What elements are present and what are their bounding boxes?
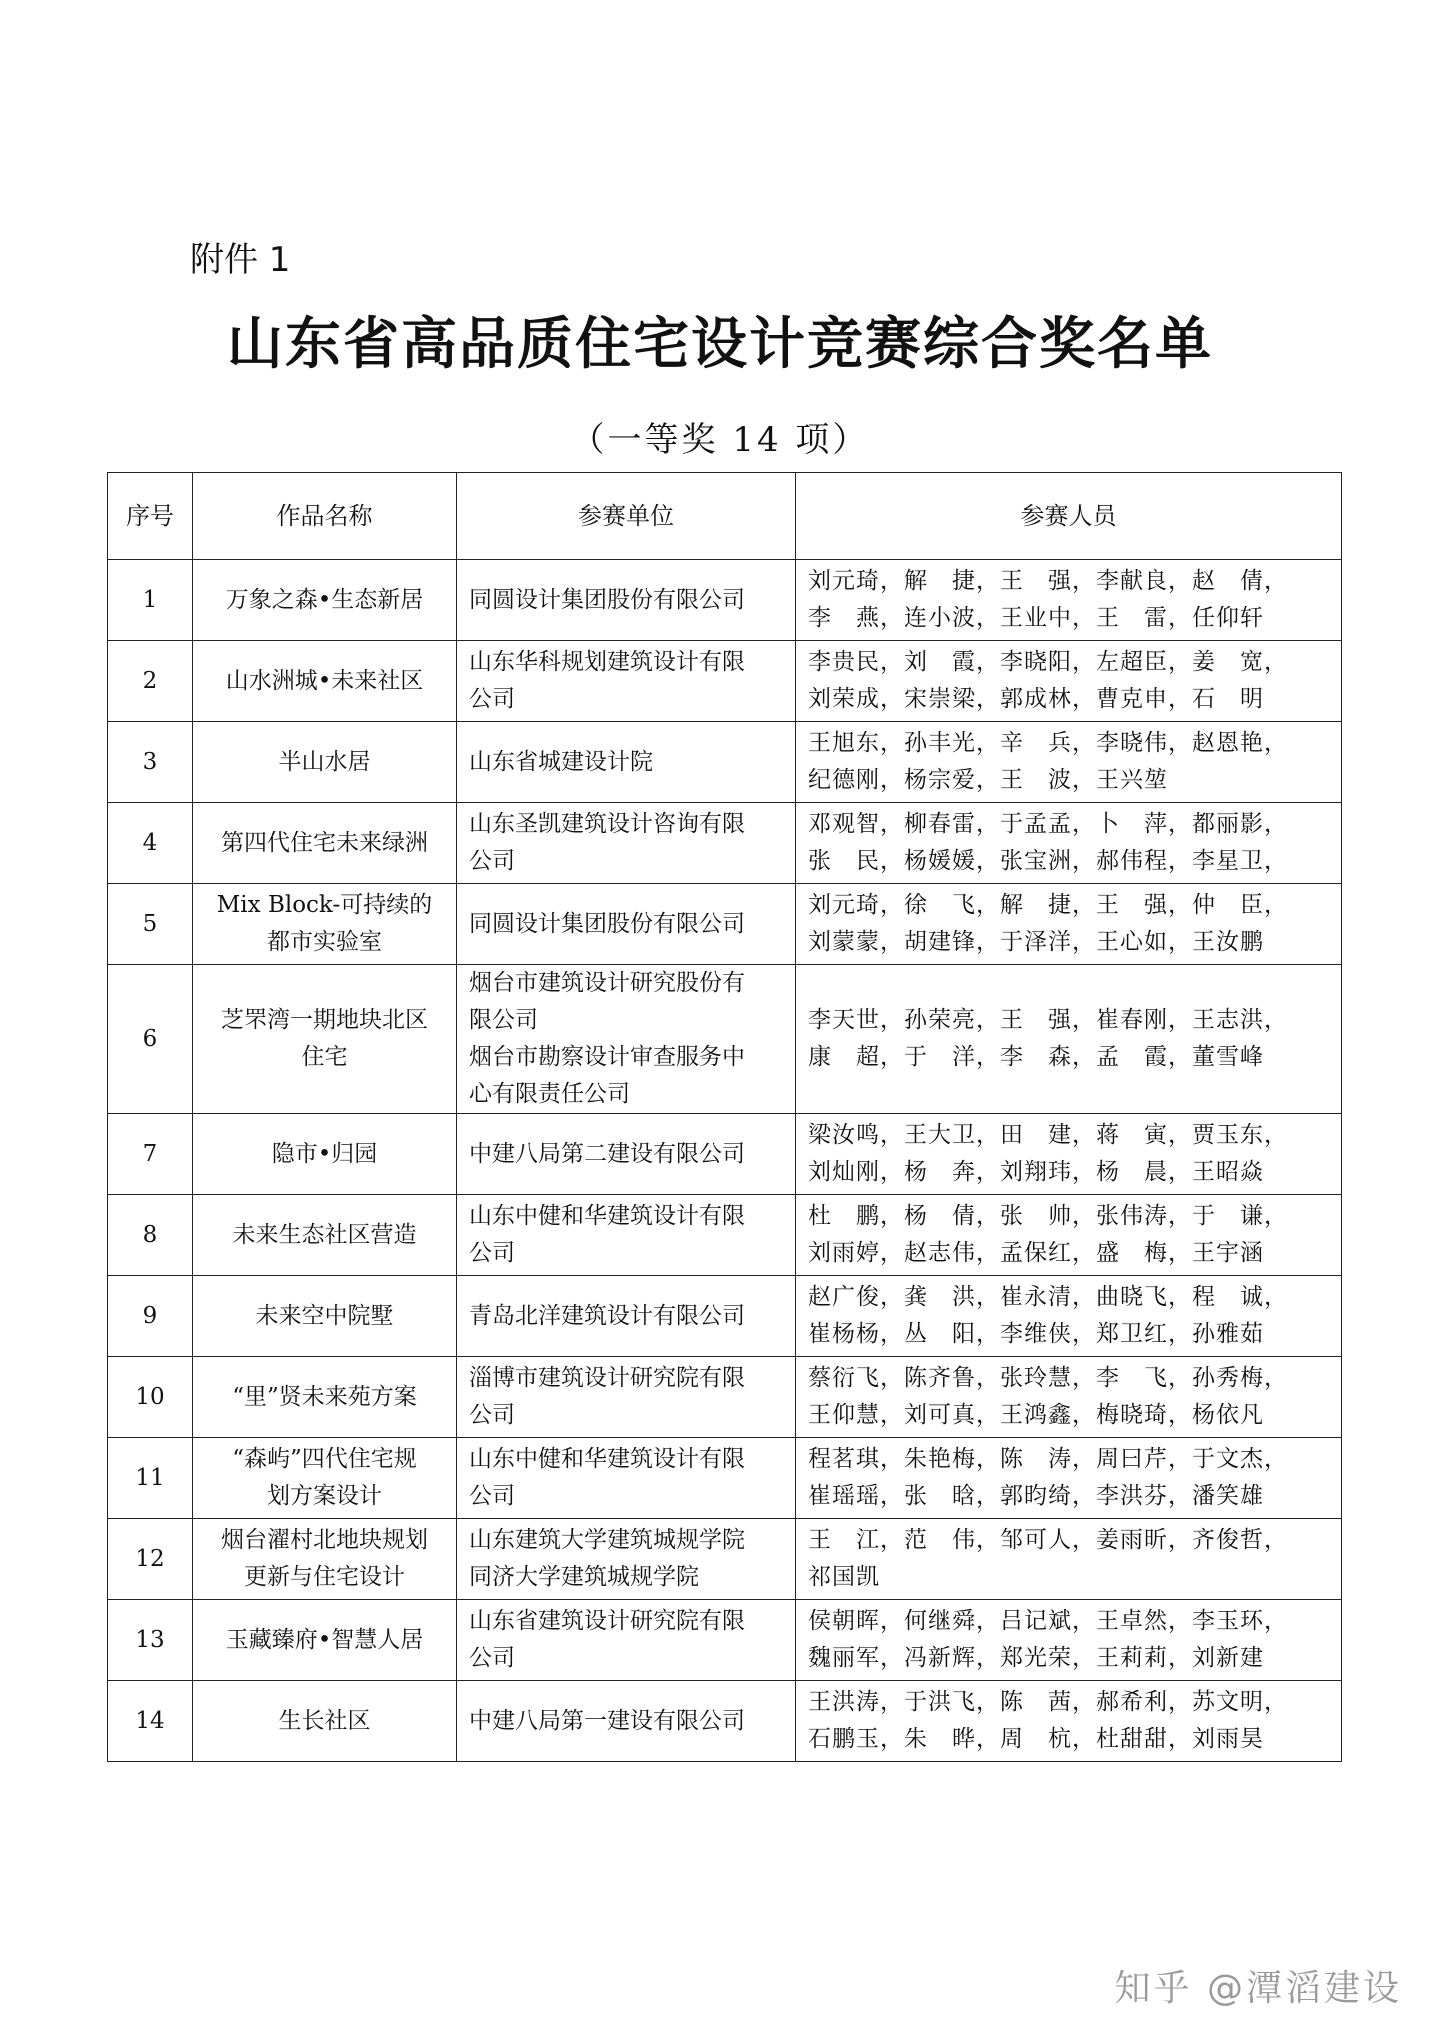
cell-unit-line: 同圆设计集团股份有限公司 xyxy=(469,586,745,613)
cell-people xyxy=(796,1519,1342,1600)
cell-people-line: 王仰慧，刘可真，王鸿鑫，梅晓琦，杨依凡 xyxy=(808,1402,1264,1428)
cell-unit-line: 烟台市建筑设计研究股份有 xyxy=(469,970,745,996)
document-subtitle: （一等奖 14 项） xyxy=(570,420,870,460)
cell-unit-line: 中建八局第一建设有限公司 xyxy=(469,1707,745,1734)
cell-unit-line: 中建八局第二建设有限公司 xyxy=(469,1140,745,1167)
cell-people-line: 石鹏玉，朱 晔，周 杭，杜甜甜，刘雨昊 xyxy=(808,1726,1264,1752)
cell-work-name xyxy=(193,1357,457,1438)
cell-people-line: 杜 鹏，杨 倩，张 帅，张伟涛，于 谦， xyxy=(808,1203,1288,1229)
cell-unit xyxy=(457,722,796,803)
cell-work-name xyxy=(193,884,457,965)
cell-people xyxy=(796,1195,1342,1276)
cell-people-line: 崔瑶瑶，张 晗，郭昀绮，李洪芬，潘笑雄 xyxy=(808,1483,1264,1509)
cell-work-name xyxy=(193,560,457,641)
cell-unit xyxy=(457,1357,796,1438)
column-header-people: 参赛人员 xyxy=(796,473,1342,560)
cell-number: 10 xyxy=(108,1357,193,1438)
cell-unit-line: 山东中健和华建筑设计有限 xyxy=(469,1203,745,1229)
cell-work-name-line: 第四代住宅未来绿洲 xyxy=(221,829,428,856)
cell-work-name-line: 半山水居 xyxy=(278,748,371,775)
cell-unit xyxy=(457,1519,796,1600)
cell-unit-line: 山东华科规划建筑设计有限 xyxy=(469,649,745,675)
cell-work-name-line: 生长社区 xyxy=(278,1707,371,1734)
cell-work-name xyxy=(193,1114,457,1195)
cell-people xyxy=(796,1357,1342,1438)
cell-unit-line: 公司 xyxy=(469,1402,515,1428)
cell-number: 3 xyxy=(108,722,193,803)
cell-work-name-line: “森屿”四代住宅规 xyxy=(232,1446,417,1472)
cell-number: 2 xyxy=(108,641,193,722)
table-row xyxy=(108,722,1342,803)
cell-people-line: 刘蒙蒙，胡建锋，于泽洋，王心如，王汝鹏 xyxy=(808,929,1264,955)
column-header-no: 序号 xyxy=(108,473,193,560)
cell-people xyxy=(796,560,1342,641)
cell-people-line: 张 民，杨媛媛，张宝洲，郝伟程，李星卫， xyxy=(808,848,1288,874)
cell-work-name-line: 划方案设计 xyxy=(267,1483,382,1509)
cell-unit xyxy=(457,1195,796,1276)
cell-number: 13 xyxy=(108,1600,193,1681)
cell-unit xyxy=(457,884,796,965)
cell-people-line: 李贵民，刘 霞，李晓阳，左超臣，姜 宽， xyxy=(808,649,1288,675)
cell-work-name xyxy=(193,803,457,884)
cell-work-name xyxy=(193,1195,457,1276)
cell-unit-line: 限公司 xyxy=(469,1007,538,1033)
cell-people-line: 魏丽军，冯新辉，郑光荣，王莉莉，刘新建 xyxy=(808,1645,1264,1671)
table-row xyxy=(108,1114,1342,1195)
cell-unit-line: 公司 xyxy=(469,1240,515,1266)
cell-number: 9 xyxy=(108,1276,193,1357)
cell-work-name-line: “里”贤未来苑方案 xyxy=(232,1383,417,1410)
cell-unit xyxy=(457,1600,796,1681)
cell-people-line: 康 超，于 洋，李 森，孟 霞，董雪峰 xyxy=(808,1044,1264,1070)
cell-number: 8 xyxy=(108,1195,193,1276)
cell-work-name xyxy=(193,1681,457,1762)
column-header-work: 作品名称 xyxy=(193,473,457,560)
table-row xyxy=(108,1276,1342,1357)
cell-unit xyxy=(457,1681,796,1762)
cell-work-name-line: 山水洲城•未来社区 xyxy=(225,667,424,694)
cell-unit-line: 山东圣凯建筑设计咨询有限 xyxy=(469,811,745,837)
cell-unit-line: 淄博市建筑设计研究院有限 xyxy=(469,1365,745,1391)
cell-people xyxy=(796,641,1342,722)
cell-work-name xyxy=(193,722,457,803)
cell-people-line: 刘荣成，宋崇梁，郭成林，曹克申，石 明 xyxy=(808,686,1264,712)
cell-people-line: 李天世，孙荣亮，王 强，崔春刚，王志洪， xyxy=(808,1007,1288,1033)
cell-number: 5 xyxy=(108,884,193,965)
cell-work-name-line: 玉藏臻府•智慧人居 xyxy=(225,1626,424,1653)
cell-unit-line: 山东省建筑设计研究院有限 xyxy=(469,1608,745,1634)
zhihu-watermark: 知乎 @潭滔建设 xyxy=(1114,1968,1402,2009)
attachment-label: 附件 1 xyxy=(190,240,291,280)
table-row xyxy=(108,884,1342,965)
cell-people-line: 程茗琪，朱艳梅，陈 涛，周曰芹，于文杰， xyxy=(808,1446,1288,1472)
cell-unit xyxy=(457,965,796,1114)
cell-people-line: 邓观智，柳春雷，于孟孟，卜 萍，都丽影， xyxy=(808,811,1288,837)
cell-unit-line: 同济大学建筑城规学院 xyxy=(469,1564,699,1590)
cell-unit-line: 公司 xyxy=(469,686,515,712)
cell-number: 12 xyxy=(108,1519,193,1600)
cell-number: 14 xyxy=(108,1681,193,1762)
table-row xyxy=(108,1600,1342,1681)
table-row xyxy=(108,1195,1342,1276)
cell-people-line: 蔡衍飞，陈齐鲁，张玲慧，李 飞，孙秀梅， xyxy=(808,1365,1288,1391)
table-row xyxy=(108,1357,1342,1438)
cell-people-line: 崔杨杨，丛 阳，李维侠，郑卫红，孙雅茹 xyxy=(808,1321,1264,1347)
cell-people xyxy=(796,1438,1342,1519)
cell-work-name-line: 隐市•归园 xyxy=(271,1140,378,1167)
table-row xyxy=(108,1519,1342,1600)
cell-people xyxy=(796,803,1342,884)
cell-work-name xyxy=(193,641,457,722)
cell-unit xyxy=(457,1114,796,1195)
cell-unit xyxy=(457,641,796,722)
cell-work-name-line: 芝罘湾一期地块北区 xyxy=(221,1007,428,1033)
cell-people-line: 王洪涛，于洪飞，陈 茜，郝希利，苏文明， xyxy=(808,1689,1288,1715)
cell-people-line: 刘元琦，解 捷，王 强，李献良，赵 倩， xyxy=(808,568,1288,594)
cell-people-line: 侯朝晖，何继舜，吕记斌，王卓然，李玉环， xyxy=(808,1608,1288,1634)
cell-unit-line: 青岛北洋建筑设计有限公司 xyxy=(469,1302,745,1329)
cell-work-name xyxy=(193,1276,457,1357)
cell-work-name-line: 都市实验室 xyxy=(267,929,382,955)
cell-people-line: 赵广俊，龚 洪，崔永清，曲晓飞，程 诚， xyxy=(808,1284,1288,1310)
cell-work-name-line: 烟台濯村北地块规划 xyxy=(221,1527,428,1553)
cell-people xyxy=(796,1114,1342,1195)
cell-unit-line: 山东省城建设计院 xyxy=(469,748,653,775)
cell-work-name-line: 住宅 xyxy=(301,1044,348,1070)
table-row xyxy=(108,1438,1342,1519)
table-row xyxy=(108,803,1342,884)
cell-unit xyxy=(457,1438,796,1519)
cell-people xyxy=(796,1276,1342,1357)
table-row xyxy=(108,965,1342,1114)
table-row xyxy=(108,560,1342,641)
cell-work-name xyxy=(193,1519,457,1600)
cell-work-name-line: 更新与住宅设计 xyxy=(244,1564,405,1590)
table-header-row xyxy=(108,473,1342,560)
cell-work-name-line: 未来生态社区营造 xyxy=(232,1221,417,1248)
cell-people-line: 纪德刚，杨宗爱，王 波，王兴堃 xyxy=(808,767,1168,793)
document-title: 山东省高品质住宅设计竞赛综合奖名单 xyxy=(227,312,1213,377)
cell-work-name-line: 万象之森•生态新居 xyxy=(225,586,424,613)
cell-people-line: 王旭东，孙丰光，辛 兵，李晓伟，赵恩艳， xyxy=(808,730,1288,756)
cell-number: 11 xyxy=(108,1438,193,1519)
cell-number: 6 xyxy=(108,965,193,1114)
cell-people xyxy=(796,1600,1342,1681)
cell-people xyxy=(796,965,1342,1114)
cell-people-line: 刘雨婷，赵志伟，孟保红，盛 梅，王宇涵 xyxy=(808,1240,1264,1266)
cell-unit xyxy=(457,803,796,884)
cell-people-line: 李 燕，连小波，王业中，王 雷，任仰轩 xyxy=(808,605,1264,631)
table-row xyxy=(108,1681,1342,1762)
column-header-unit: 参赛单位 xyxy=(457,473,796,560)
cell-unit-line: 公司 xyxy=(469,1483,515,1509)
cell-number: 4 xyxy=(108,803,193,884)
table-row xyxy=(108,641,1342,722)
cell-unit-line: 烟台市勘察设计审查服务中 xyxy=(469,1044,745,1070)
cell-unit-line: 心有限责任公司 xyxy=(469,1081,630,1107)
cell-work-name-line: 未来空中院墅 xyxy=(255,1302,394,1329)
cell-people xyxy=(796,1681,1342,1762)
cell-work-name xyxy=(193,1438,457,1519)
cell-people-line: 祁国凯 xyxy=(808,1564,880,1590)
cell-work-name xyxy=(193,965,457,1114)
cell-unit-line: 同圆设计集团股份有限公司 xyxy=(469,910,745,937)
cell-people xyxy=(796,722,1342,803)
cell-unit xyxy=(457,1276,796,1357)
cell-unit-line: 山东建筑大学建筑城规学院 xyxy=(469,1527,745,1553)
cell-unit-line: 公司 xyxy=(469,1645,515,1671)
cell-unit-line: 山东中健和华建筑设计有限 xyxy=(469,1446,745,1472)
cell-people-line: 王 江，范 伟，邹可人，姜雨昕，齐俊哲， xyxy=(808,1527,1288,1553)
cell-unit-line: 公司 xyxy=(469,848,515,874)
cell-people-line: 梁汝鸣，王大卫，田 建，蒋 寅，贾玉东， xyxy=(808,1122,1288,1148)
cell-people xyxy=(796,884,1342,965)
cell-people-line: 刘元琦，徐 飞，解 捷，王 强，仲 臣， xyxy=(808,892,1288,918)
cell-people-line: 刘灿刚，杨 奔，刘翔玮，杨 晨，王昭焱 xyxy=(808,1159,1264,1185)
cell-number: 1 xyxy=(108,560,193,641)
award-table xyxy=(107,472,1342,1762)
cell-work-name xyxy=(193,1600,457,1681)
table-body xyxy=(108,560,1342,1762)
cell-number: 7 xyxy=(108,1114,193,1195)
cell-unit xyxy=(457,560,796,641)
cell-work-name-line: Mix Block-可持续的 xyxy=(216,892,433,918)
